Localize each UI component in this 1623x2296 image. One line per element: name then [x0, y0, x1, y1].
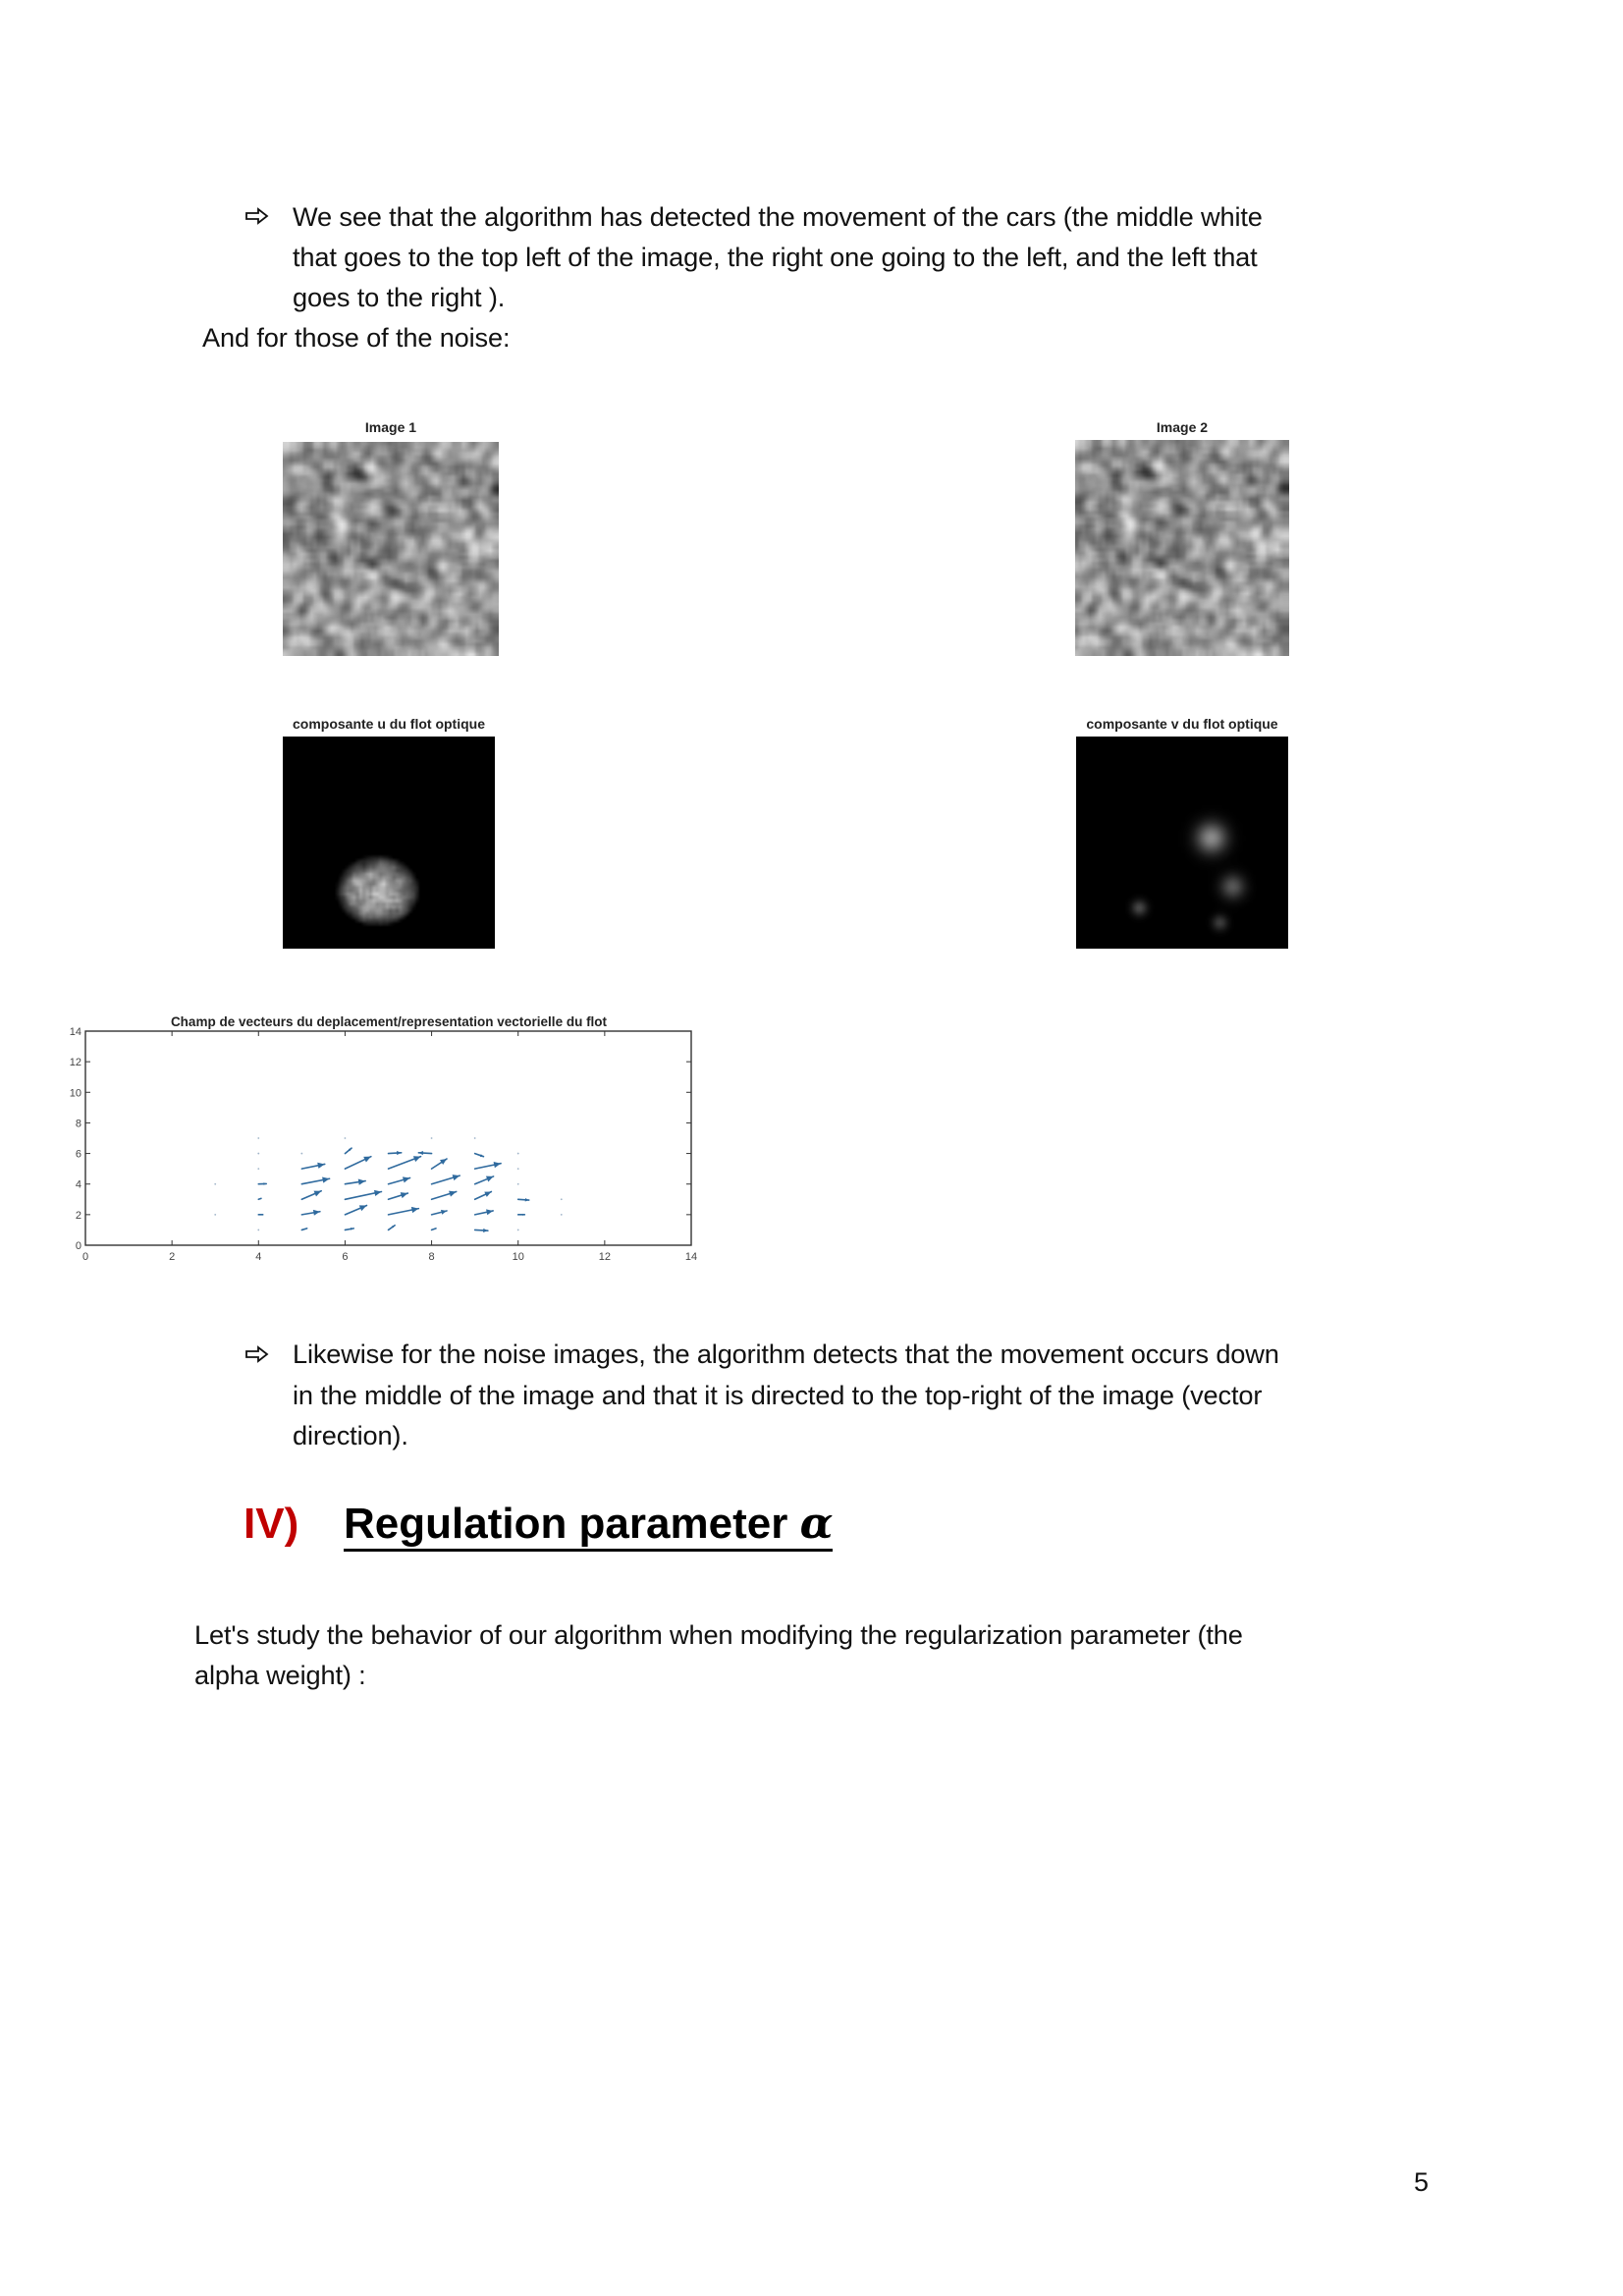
y-tick-label: 12: [69, 1057, 81, 1069]
paragraph-1-line-2: that goes to the top left of the image, the right one going to the left, and the left that: [293, 242, 1258, 272]
y-tick-label: 2: [75, 1209, 81, 1222]
flow-vector-head: [494, 1162, 501, 1168]
x-tick-label: 8: [428, 1251, 435, 1263]
outline-right-arrow-icon: [244, 1344, 270, 1364]
zero-vector-dot: [257, 1137, 259, 1139]
noise-image-1: [283, 442, 499, 656]
flow-vector-head: [453, 1175, 460, 1180]
flow-vector: [345, 1179, 365, 1185]
x-tick-label: 2: [169, 1251, 176, 1263]
flow-vector: [432, 1175, 460, 1184]
flow-vector: [301, 1191, 321, 1200]
flow-vector-head: [397, 1151, 402, 1155]
x-tick-label: 6: [342, 1251, 349, 1263]
zero-vector-dot: [345, 1137, 347, 1139]
plot-frame: [85, 1031, 691, 1245]
paragraph-3-line-3: direction).: [293, 1420, 408, 1450]
flow-vector-head: [313, 1210, 320, 1216]
x-tick-label: 12: [598, 1251, 611, 1263]
paragraph-3-line-2: in the middle of the image and that it is directed to the top-right of the image (vector: [293, 1380, 1263, 1410]
zero-vector-dot: [561, 1214, 563, 1216]
flow-vector: [475, 1209, 494, 1215]
noise-image-2: [1075, 440, 1289, 656]
paragraph-4-line-1: Let's study the behavior of our algorithm when modifying the regularization parameter (the: [194, 1619, 1243, 1650]
v-component-title: composante v du flot optique: [1086, 716, 1278, 732]
flow-vector-head: [374, 1190, 381, 1196]
flow-vector: [475, 1162, 501, 1169]
flow-vector-head: [525, 1198, 529, 1201]
vector-field-chart: [39, 1007, 717, 1277]
flow-vector-head: [358, 1179, 365, 1185]
flow-vector: [301, 1210, 320, 1216]
flow-vector-head: [486, 1209, 493, 1215]
page-number: 5: [1414, 2167, 1430, 2197]
y-tick-label: 0: [75, 1240, 81, 1252]
flow-vector-shaft: [258, 1198, 261, 1199]
paragraph-1-line-1: We see that the algorithm has detected the movement of the cars (the middle white: [293, 201, 1263, 232]
flow-vector: [258, 1198, 261, 1199]
x-tick-label: 0: [81, 1251, 89, 1263]
y-tick-label: 14: [69, 1026, 81, 1038]
zero-vector-dot: [517, 1153, 519, 1155]
flow-vector-shaft: [301, 1229, 306, 1230]
y-tick-label: 4: [75, 1178, 81, 1191]
y-tick-label: 10: [69, 1087, 81, 1100]
flow-vector: [432, 1229, 436, 1230]
zero-vector-dot: [257, 1168, 259, 1170]
zero-vector-dot: [517, 1168, 519, 1170]
section-title-text: Regulation parameter: [344, 1500, 800, 1548]
zero-vector-dot: [474, 1137, 476, 1139]
paragraph-3-line-1: Likewise for the noise images, the algorithm detects that the movement occurs down: [293, 1339, 1279, 1369]
zero-vector-dot: [300, 1153, 302, 1155]
flow-vector: [389, 1207, 419, 1215]
alpha-symbol: α: [799, 1499, 834, 1549]
flow-vector: [345, 1157, 370, 1169]
flow-vector: [518, 1214, 525, 1216]
image-1-title: Image 1: [364, 419, 417, 435]
chart-title: Champ de vecteurs du deplacement/representation vectorielle du flot: [170, 1014, 608, 1029]
flow-vector-head: [401, 1192, 408, 1198]
flow-vector: [432, 1210, 447, 1215]
image-2-title: Image 2: [1156, 419, 1209, 435]
flow-vector-head: [317, 1163, 324, 1169]
flow-vector-head: [449, 1191, 457, 1197]
y-tick-label: 6: [75, 1148, 81, 1161]
zero-vector-dot: [517, 1230, 519, 1231]
flow-vector: [301, 1229, 306, 1230]
x-tick-label: 10: [512, 1251, 524, 1263]
flow-vector: [345, 1148, 352, 1153]
flow-vector-head: [483, 1229, 488, 1232]
outline-right-arrow-icon: [244, 206, 270, 226]
x-tick-label: 4: [255, 1251, 262, 1263]
flow-vector: [345, 1190, 381, 1199]
paragraph-1-line-3: goes to the right ).: [293, 282, 506, 312]
flow-vector-head: [413, 1156, 421, 1162]
flow-vector: [418, 1151, 431, 1155]
section-number: IV): [243, 1500, 299, 1548]
flow-vector: [345, 1228, 353, 1230]
flow-vector-head: [411, 1207, 418, 1213]
flow-vector: [345, 1205, 366, 1215]
flow-vector: [389, 1151, 402, 1155]
zero-vector-dot: [214, 1183, 216, 1185]
flow-vector-head: [480, 1154, 484, 1157]
zero-vector-dot: [561, 1198, 563, 1200]
flow-vector-shaft: [432, 1229, 436, 1230]
flow-vector-head: [418, 1151, 423, 1155]
paragraph-4-line-2: alpha weight) :: [194, 1660, 366, 1690]
v-component-image: [1076, 737, 1288, 949]
flow-vector: [432, 1191, 457, 1200]
flow-vector: [475, 1154, 484, 1157]
flow-vector: [389, 1226, 396, 1230]
flow-vector: [475, 1176, 494, 1184]
flow-vector: [389, 1192, 408, 1199]
y-tick-label: 8: [75, 1118, 81, 1130]
flow-vector: [475, 1229, 488, 1232]
section-title: [344, 1500, 833, 1552]
flow-vector: [518, 1198, 529, 1201]
flow-vector: [301, 1176, 329, 1183]
flow-vector: [475, 1192, 492, 1200]
flow-vector-head: [322, 1176, 329, 1182]
x-tick-label: 14: [684, 1251, 698, 1263]
zero-vector-dot: [257, 1230, 259, 1231]
zero-vector-dot: [214, 1214, 216, 1216]
flow-vector: [389, 1176, 410, 1183]
zero-vector-dot: [431, 1137, 433, 1139]
flow-vector: [432, 1159, 447, 1169]
u-component-image: [283, 737, 495, 949]
flow-vector: [258, 1182, 266, 1184]
flow-vector: [301, 1163, 324, 1169]
zero-vector-dot: [257, 1153, 259, 1155]
paragraph-2: And for those of the noise:: [202, 322, 511, 353]
u-component-title: composante u du flot optique: [293, 716, 485, 732]
flow-vector: [389, 1156, 421, 1169]
zero-vector-dot: [517, 1183, 519, 1185]
